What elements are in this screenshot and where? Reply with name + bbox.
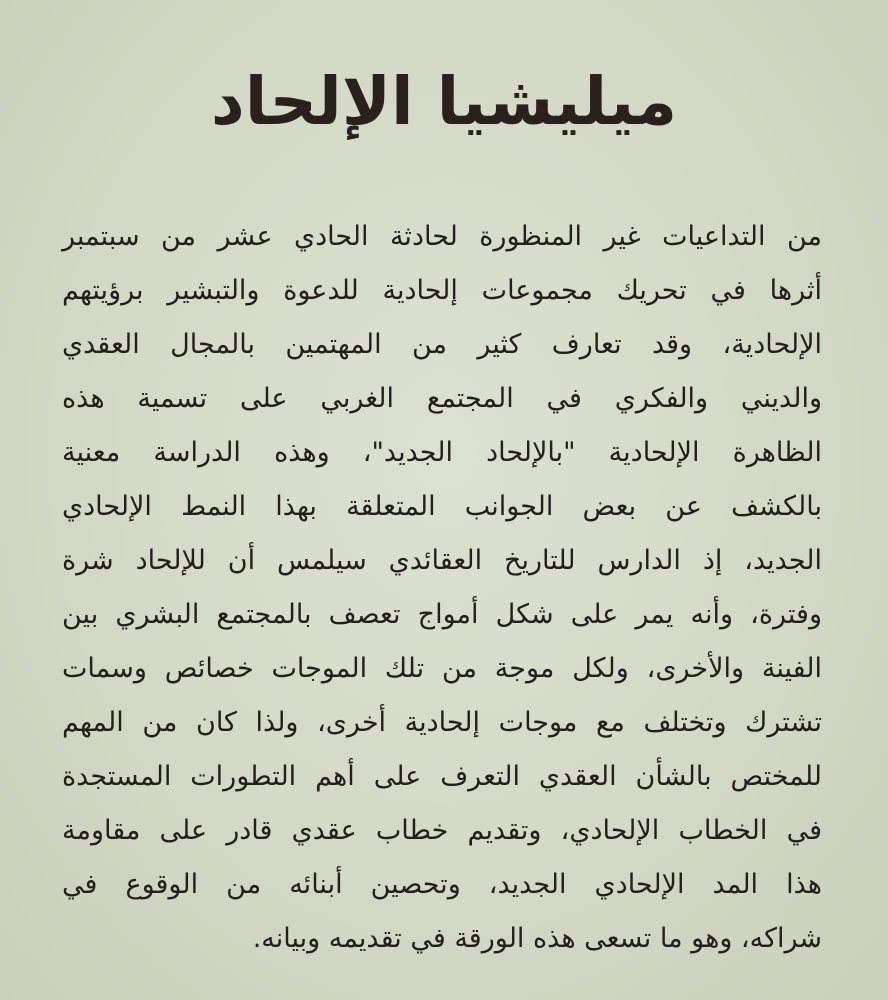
- paragraph-line: للمختص بالشأن العقدي التعرف على أهم التطورات المستجدة: [62, 761, 822, 792]
- paragraph-line: في الخطاب الإلحادي، وتقديم خطاب عقدي قادر على مقاومة: [62, 815, 822, 846]
- paragraph-line: الفينة والأخرى، ولكل موجة من تلك الموجات خصائص وسمات: [62, 653, 822, 684]
- paragraph-line: الظاهرة الإلحادية "بالإلحاد الجديد"، وهذه الدراسة معنية: [62, 437, 822, 468]
- paragraph-line: هذا المد الإلحادي الجديد، وتحصين أبنائه من الوقوع في: [62, 869, 822, 900]
- paragraph-line: شراكه، وهو ما تسعى هذه الورقة في تقديمه وبيانه.: [252, 923, 822, 954]
- paragraph-line: الإلحادية، وقد تعارف كثير من المهتمين بالمجال العقدي: [62, 329, 822, 360]
- paragraph-line: بالكشف عن بعض الجوانب المتعلقة بهذا النمط الإلحادي: [62, 491, 822, 522]
- page-title: ميليشيا الإلحاد: [210, 63, 678, 140]
- body-paragraph: [62, 210, 822, 966]
- paragraph-line: من التداعيات غير المنظورة لحادثة الحادي عشر من سبتمبر: [62, 221, 822, 252]
- paragraph-line: الجديد، إذ الدارس للتاريخ العقائدي سيلمس أن للإلحاد شرة: [62, 545, 822, 576]
- paragraph-line: وفترة، وأنه يمر على شكل أمواج تعصف بالمجتمع البشري بين: [62, 599, 822, 630]
- paragraph-line: والديني والفكري في المجتمع الغربي على تسمية هذه: [62, 383, 822, 414]
- paragraph-line: تشترك وتختلف مع موجات إلحادية أخرى، ولذا كان من المهم: [62, 707, 822, 738]
- paragraph-line: أثرها في تحريك مجموعات إلحادية للدعوة والتبشير برؤيتهم: [62, 275, 822, 306]
